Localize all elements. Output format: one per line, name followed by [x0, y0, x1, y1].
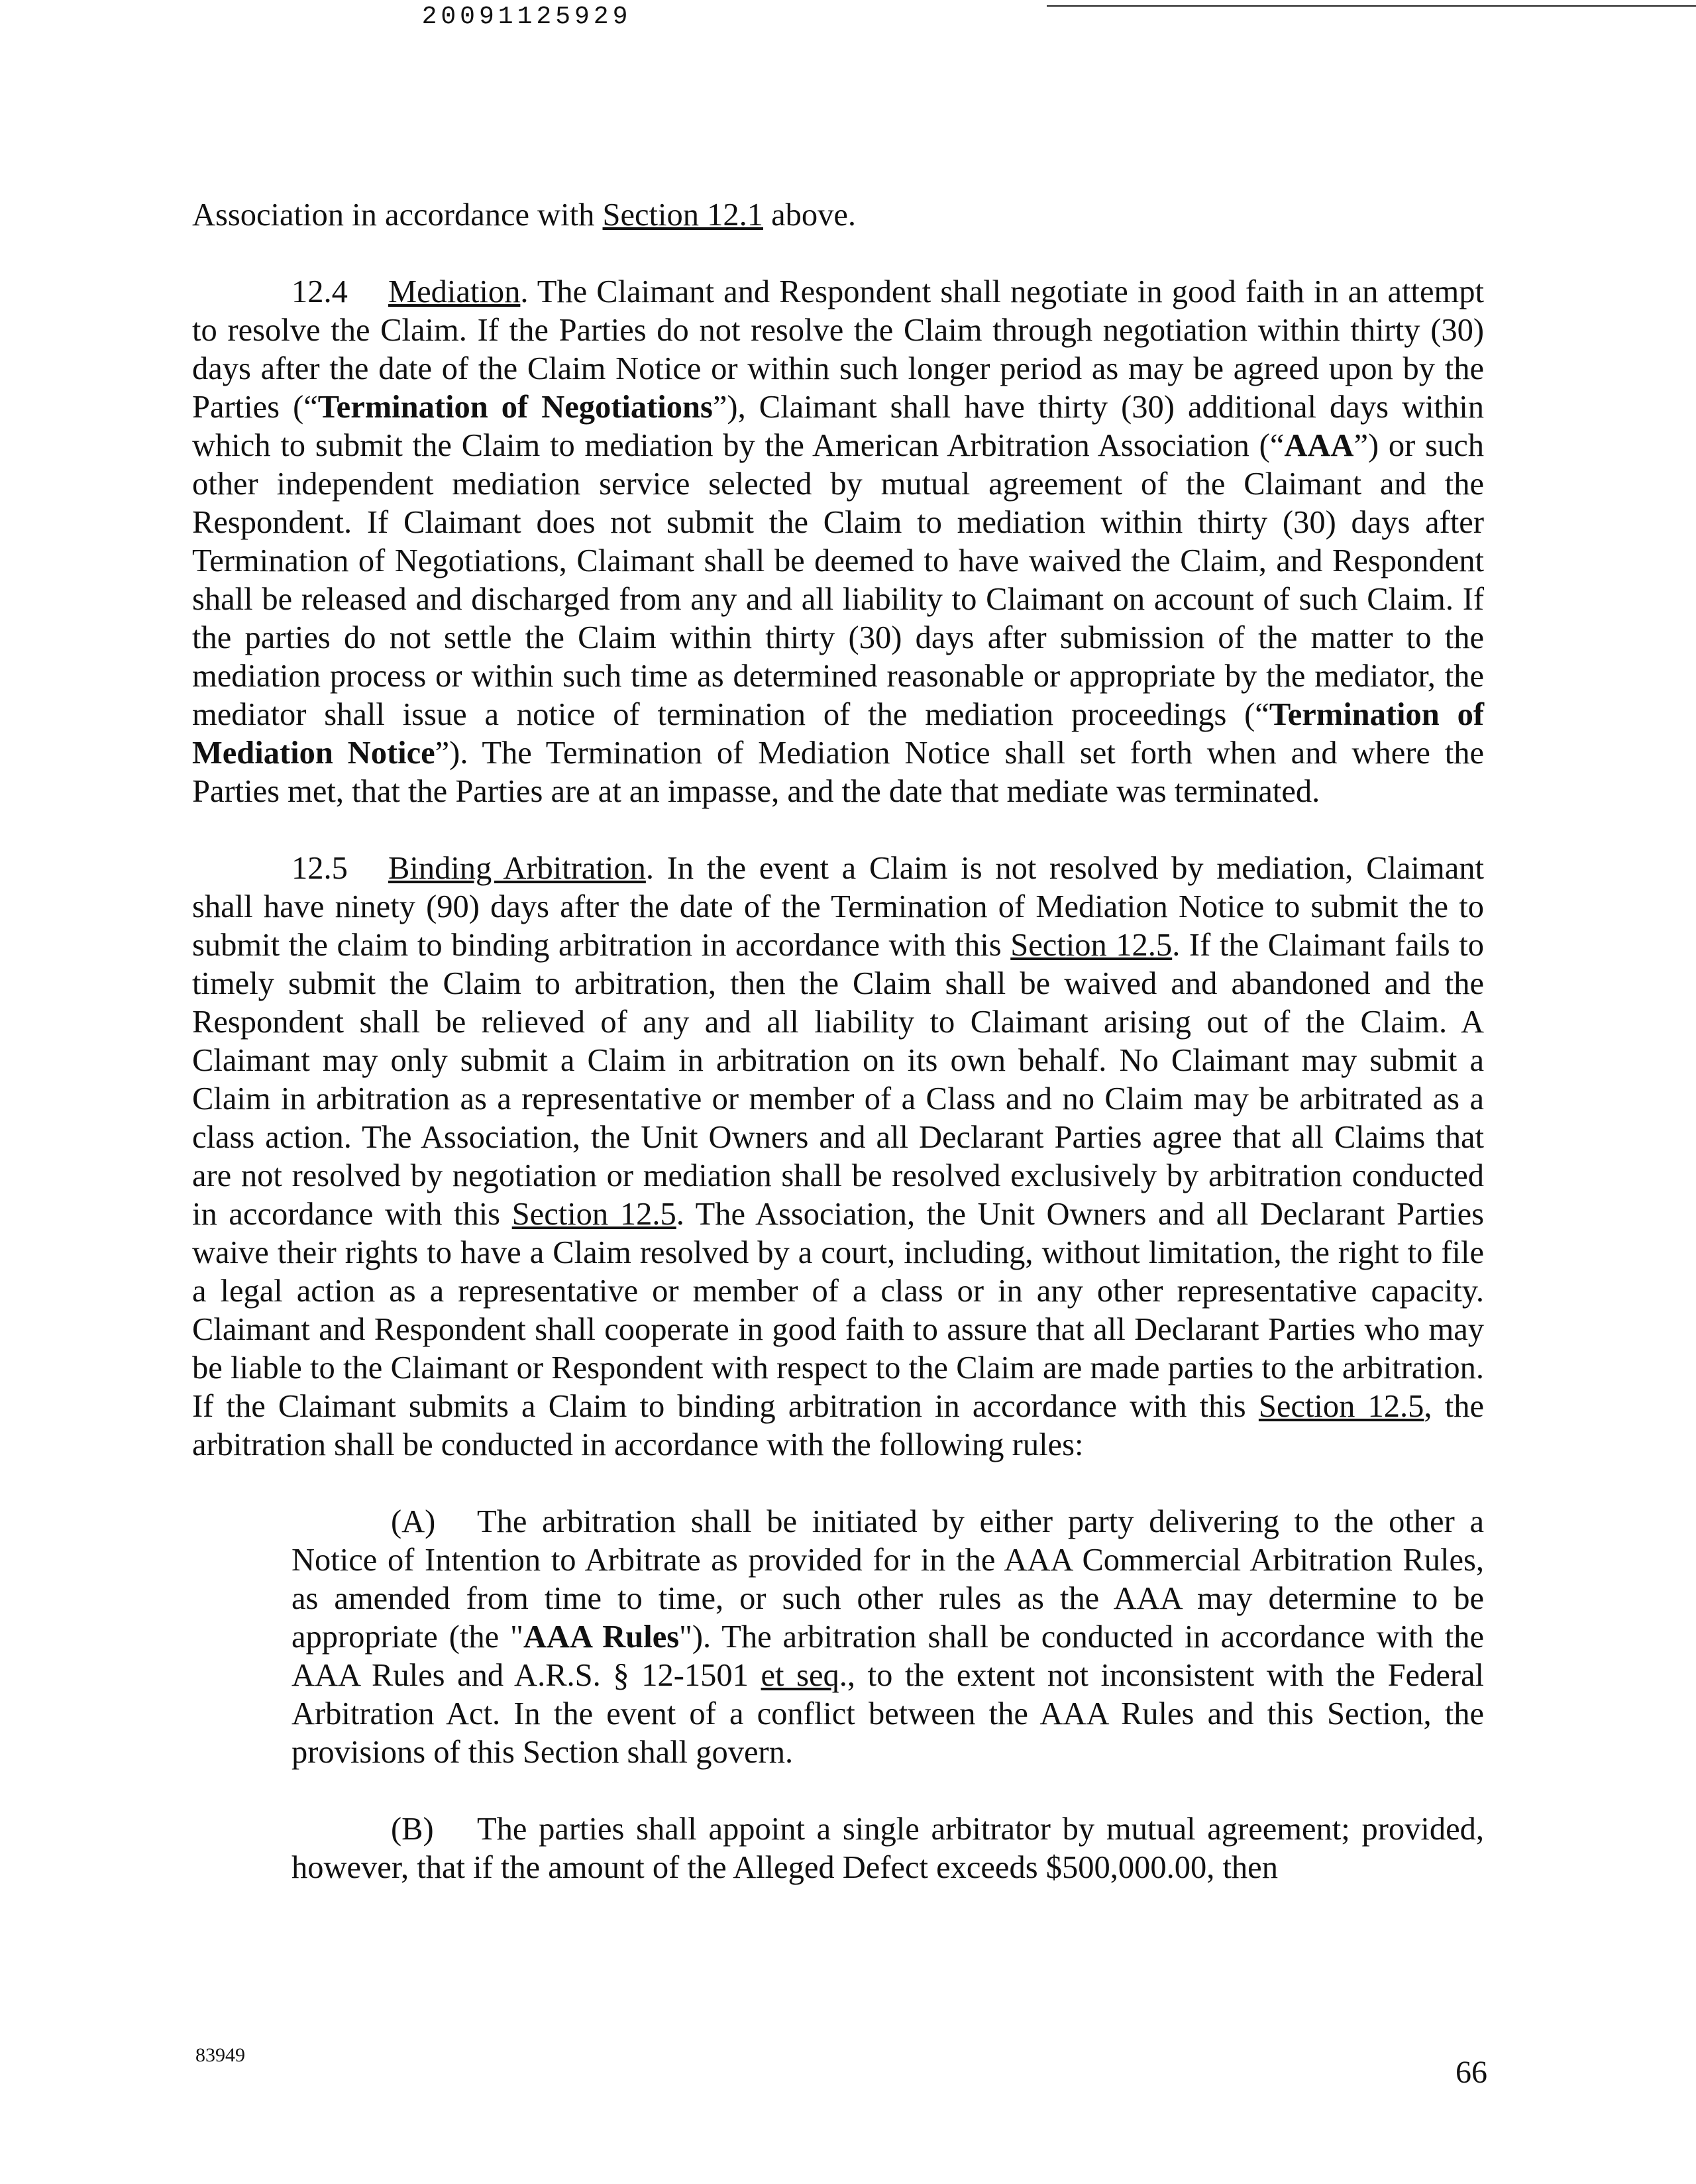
document-body [192, 196, 1484, 1887]
section-reference: Section 12.5 [1258, 1389, 1424, 1424]
rule-b-paragraph: (B) The parties shall appoint a single arbitrator by mutual agreement; provided, however, that if the amount of the Alleged Defect exceeds $500,000.00, then [292, 1812, 1484, 1885]
defined-term: Termination of Mediation Notice [192, 697, 1484, 771]
continuation-paragraph: Association in accordance with Section 12.1 above. [192, 197, 857, 233]
section-reference: Section 12.5 [511, 1197, 676, 1232]
defined-term: Termination of Negotiations [317, 390, 713, 425]
mediation-paragraph: 12.4 Mediation. The Claimant and Respondent shall negotiate in good faith in an attempt to resolve the Claim. If the Parties do not resolve the Claim through negotiation within thirty (30) days after the date of the Claim Notice or within such longer period as may be agreed upon by the Parties (“Termination of Negotiations”), Claimant shall have thirty (30) additional days within which to submit the Claim to mediation by the American Arbitration Association (“AAA”) or such other independent mediation service selected by mutual agreement of the Claimant and the Respondent. If Claimant does not submit the Claim to mediation within thirty (30) days after Termination of Negotiations, Claimant shall be deemed to have waived the Claim, and Respondent shall be released and discharged from any and all liability to Claimant on account of such Claim. If the parties do not settle the Claim within thirty (30) days after submission of the matter to the mediation process or within such time as determined reasonable or appropriate by the mediator, the mediator shall issue a notice of termination of the mediation proceedings (“Termination of Mediation Notice”). The Termination of Mediation Notice shall set forth when and where the Parties met, that the Parties are at an impasse, and the date that mediate was terminated. [192, 274, 1484, 809]
subsection-number: (A) [391, 1504, 436, 1539]
section-number: 12.4 [292, 274, 348, 309]
section-title: Mediation [388, 274, 521, 309]
defined-term: AAA Rules [523, 1619, 680, 1655]
recording-number: 20091125929 [421, 3, 632, 31]
binding-arbitration-paragraph: 12.5 Binding Arbitration. In the event a Claim is not resolved by mediation, Claimant shall have ninety (90) days after the date of the Termination of Mediation Notice to submit the to submit the claim to binding arbitration in accordance with this Section 12.5. If the Claimant fails to timely submit the Claim to arbitration, then the Claim shall be waived and abandoned and the Respondent shall be relieved of any and all liability to Claimant arising out of the Claim. A Claimant may only submit a Claim in arbitration on its own behalf. No Claimant may submit a Claim in arbitration as a representative or member of a Class and no Claim may be arbitrated as a class action. The Association, the Unit Owners and all Declarant Parties agree that all Claims that are not resolved by negotiation or mediation shall be resolved exclusively by arbitration conducted in accordance with this Section 12.5. The Association, the Unit Owners and all Declarant Parties waive their rights to have a Claim resolved by a court, including, without limitation, the right to file a legal action as a representative or member of a class or in any other representative capacity. Claimant and Respondent shall cooperate in good faith to assure that all Declarant Parties who may be liable to the Claimant or Respondent with respect to the Claim are made parties to the arbitration. If the Claimant submits a Claim to binding arbitration in accordance with this Section 12.5, the arbitration shall be conducted in accordance with the following rules: [192, 851, 1485, 1462]
section-number: 12.5 [292, 851, 348, 886]
header-rule [1047, 5, 1696, 7]
page-number: 66 [1456, 2055, 1487, 2090]
footer-document-id: 83949 [195, 2044, 245, 2066]
latin-term: et seq [761, 1658, 839, 1693]
section-title: Binding Arbitration [388, 851, 646, 886]
rule-a-paragraph: (A) The arbitration shall be initiated by either party delivering to the other a Notice of Intention to Arbitrate as provided for in the AAA Commercial Arbitration Rules, as amended from time to time, or such other rules as the AAA may determine to be appropriate (the "AAA Rules"). The arbitration shall be conducted in accordance with the AAA Rules and A.R.S. § 12-1501 et seq., to the extent not inconsistent with the Federal Arbitration Act. In the event of a conflict between the AAA Rules and this Section, the provisions of this Section shall govern. [292, 1504, 1484, 1770]
section-reference: Section 12.1 [602, 197, 763, 233]
defined-term: AAA [1284, 428, 1354, 463]
section-reference: Section 12.5 [1010, 928, 1173, 963]
subsection-number: (B) [391, 1812, 434, 1847]
